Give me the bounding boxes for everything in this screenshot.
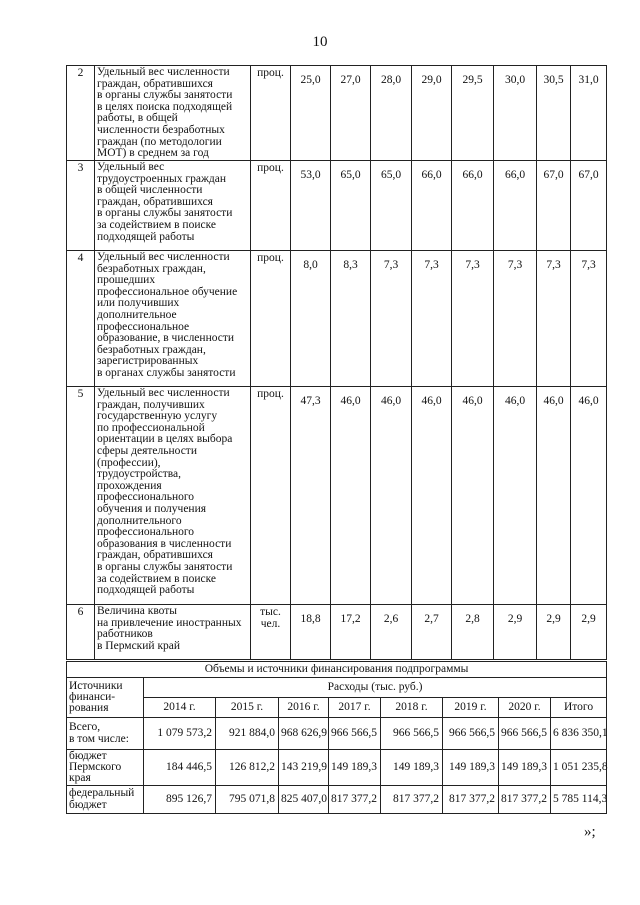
indicator-name-line: за содействием в поиске bbox=[97, 572, 216, 585]
indicator-value: 7,3 bbox=[537, 251, 571, 387]
indicator-name-line: на привлечение иностранных bbox=[97, 616, 242, 629]
indicator-index: 2 bbox=[67, 66, 95, 161]
funding-source-line: Всего, bbox=[69, 721, 101, 734]
indicator-value: 67,0 bbox=[537, 161, 571, 251]
indicator-value: 2,9 bbox=[494, 605, 537, 660]
funding-title: Объемы и источники финансирования подпрограммы bbox=[67, 662, 607, 678]
indicator-value: 46,0 bbox=[412, 387, 452, 605]
indicator-name-line: обучения и получения bbox=[97, 502, 207, 515]
source-header bbox=[67, 678, 144, 718]
indicator-row bbox=[67, 605, 607, 660]
funding-value: 921 884,0 bbox=[216, 718, 279, 750]
indicator-name-line: в органы службы занятости bbox=[97, 560, 233, 573]
indicator-unit-line: проц. bbox=[257, 162, 284, 174]
funding-source-line: Пермского bbox=[69, 760, 122, 773]
indicator-name-line: сферы деятельности bbox=[97, 444, 197, 457]
indicator-name-line: работы, в общей bbox=[97, 112, 178, 125]
indicator-value: 7,3 bbox=[371, 251, 412, 387]
indicator-value: 46,0 bbox=[371, 387, 412, 605]
indicator-index: 3 bbox=[67, 161, 95, 251]
funding-value: 149 189,3 bbox=[381, 750, 443, 786]
indicator-unit-line: тыс. bbox=[260, 606, 281, 618]
indicator-name-line: Удельный вес численности bbox=[97, 251, 230, 263]
year-header: 2018 г. bbox=[381, 698, 443, 718]
indicator-name-line: граждан, обратившихся bbox=[97, 549, 213, 562]
indicator-row bbox=[67, 387, 607, 605]
indicator-name bbox=[95, 66, 251, 161]
indicator-name-line: граждан, обратившихся bbox=[97, 77, 213, 90]
funding-source bbox=[67, 750, 144, 786]
indicator-value: 2,8 bbox=[452, 605, 494, 660]
indicator-value: 7,3 bbox=[494, 251, 537, 387]
year-header: 2015 г. bbox=[216, 698, 279, 718]
indicator-name-line: Удельный вес численности bbox=[97, 66, 230, 78]
indicator-name bbox=[95, 387, 251, 605]
year-header: 2014 г. bbox=[144, 698, 216, 718]
funding-value: 795 071,8 bbox=[216, 786, 279, 814]
indicator-unit-line: проц. bbox=[257, 252, 284, 264]
indicator-unit bbox=[251, 161, 291, 251]
source-header-line: Источники bbox=[69, 679, 123, 692]
funding-value: 1 079 573,2 bbox=[144, 718, 216, 750]
indicator-value: 29,5 bbox=[452, 66, 494, 161]
funding-total: 6 836 350,1 bbox=[551, 718, 607, 750]
indicator-name-line: в Пермский край bbox=[97, 639, 181, 652]
funding-value: 966 566,5 bbox=[499, 718, 551, 750]
closing-mark: »; bbox=[584, 824, 596, 840]
indicator-name-line: МОТ) в среднем за год bbox=[97, 147, 209, 160]
indicator-value: 31,0 bbox=[571, 66, 607, 161]
indicator-index: 5 bbox=[67, 387, 95, 605]
indicator-value: 29,0 bbox=[412, 66, 452, 161]
indicator-name-line: Удельный вес численности bbox=[97, 387, 230, 399]
indicator-name-line: зарегистрированных bbox=[97, 355, 199, 368]
funding-source bbox=[67, 718, 144, 750]
indicator-name-line: Величина квоты bbox=[97, 605, 178, 617]
indicator-value: 7,3 bbox=[452, 251, 494, 387]
indicator-value: 46,0 bbox=[537, 387, 571, 605]
indicator-name bbox=[95, 251, 251, 387]
indicator-value: 8,3 bbox=[331, 251, 371, 387]
indicator-value: 66,0 bbox=[412, 161, 452, 251]
indicator-value: 8,0 bbox=[291, 251, 331, 387]
indicator-value: 28,0 bbox=[371, 66, 412, 161]
indicator-value: 2,9 bbox=[537, 605, 571, 660]
funding-value: 966 566,5 bbox=[329, 718, 381, 750]
source-header-line: финанси- bbox=[69, 690, 116, 703]
indicator-name-line: образования в численности bbox=[97, 537, 232, 550]
indicator-unit bbox=[251, 387, 291, 605]
funding-value: 817 377,2 bbox=[329, 786, 381, 814]
indicator-value: 65,0 bbox=[331, 161, 371, 251]
indicator-name-line: граждан, получивших bbox=[97, 398, 205, 411]
indicator-name bbox=[95, 161, 251, 251]
indicator-value: 2,6 bbox=[371, 605, 412, 660]
funding-value: 817 377,2 bbox=[499, 786, 551, 814]
total-header: Итого bbox=[551, 698, 607, 718]
year-header: 2016 г. bbox=[279, 698, 329, 718]
indicator-name-line: трудоустроенных граждан bbox=[97, 172, 227, 185]
indicator-value: 46,0 bbox=[571, 387, 607, 605]
funding-row bbox=[67, 750, 607, 786]
indicator-name-line: безработных граждан, bbox=[97, 343, 206, 356]
funding-value: 149 189,3 bbox=[443, 750, 499, 786]
funding-value: 149 189,3 bbox=[329, 750, 381, 786]
indicator-value: 53,0 bbox=[291, 161, 331, 251]
funding-source-line: федеральный bbox=[69, 787, 135, 800]
year-header: 2020 г. bbox=[499, 698, 551, 718]
indicator-name-line: численности безработных bbox=[97, 123, 225, 136]
funding-value: 968 626,9 bbox=[279, 718, 329, 750]
indicator-value: 7,3 bbox=[571, 251, 607, 387]
indicator-name-line: подходящей работы bbox=[97, 230, 195, 243]
funding-value: 126 812,2 bbox=[216, 750, 279, 786]
indicator-unit bbox=[251, 605, 291, 660]
indicator-name-line: прошедших bbox=[97, 274, 156, 287]
indicator-name-line: профессионального bbox=[97, 526, 195, 539]
indicator-index: 4 bbox=[67, 251, 95, 387]
indicator-name-line: подходящей работы bbox=[97, 584, 195, 597]
indicator-unit-line: проц. bbox=[257, 388, 284, 400]
indicator-value: 2,9 bbox=[571, 605, 607, 660]
indicator-name-line: работников bbox=[97, 628, 153, 641]
indicator-name-line: профессиональное обучение bbox=[97, 285, 238, 298]
indicator-index: 6 bbox=[67, 605, 95, 660]
indicator-value: 65,0 bbox=[371, 161, 412, 251]
funding-total: 1 051 235,8 bbox=[551, 750, 607, 786]
indicator-name-line: ориентации в целях выбора bbox=[97, 433, 233, 446]
indicator-name-line: дополнительное bbox=[97, 308, 177, 321]
indicator-name-line: дополнительного bbox=[97, 514, 182, 527]
indicator-row bbox=[67, 251, 607, 387]
indicator-name-line: в целях поиска подходящей bbox=[97, 100, 233, 113]
funding-value: 895 126,7 bbox=[144, 786, 216, 814]
indicator-name-line: государственную услугу bbox=[97, 410, 218, 423]
funding-table bbox=[66, 661, 607, 814]
indicator-unit-line: проц. bbox=[257, 67, 284, 79]
indicator-name-line: по профессиональной bbox=[97, 421, 205, 434]
indicator-value: 66,0 bbox=[452, 161, 494, 251]
indicators-table bbox=[66, 65, 607, 660]
indicator-value: 47,3 bbox=[291, 387, 331, 605]
expenses-header: Расходы (тыс. руб.) bbox=[144, 678, 607, 698]
indicator-unit bbox=[251, 66, 291, 161]
indicator-name-line: в органах службы занятости bbox=[97, 366, 236, 379]
indicator-name-line: в общей численности bbox=[97, 184, 203, 197]
funding-value: 825 407,0 bbox=[279, 786, 329, 814]
indicator-value: 27,0 bbox=[331, 66, 371, 161]
source-header-line: рования bbox=[69, 702, 109, 715]
indicator-row bbox=[67, 161, 607, 251]
indicator-name-line: (профессии), bbox=[97, 456, 161, 469]
funding-row bbox=[67, 786, 607, 814]
indicator-name-line: граждан (по методологии bbox=[97, 135, 222, 148]
indicator-name-line: в органы службы занятости bbox=[97, 89, 233, 102]
indicator-name-line: профессионального bbox=[97, 491, 195, 504]
indicator-value: 25,0 bbox=[291, 66, 331, 161]
year-header: 2019 г. bbox=[443, 698, 499, 718]
indicator-name-line: в органы службы занятости bbox=[97, 207, 233, 220]
year-header: 2017 г. bbox=[329, 698, 381, 718]
indicator-value: 2,7 bbox=[412, 605, 452, 660]
funding-row bbox=[67, 718, 607, 750]
page-number: 10 bbox=[312, 34, 328, 50]
indicator-value: 17,2 bbox=[331, 605, 371, 660]
funding-value: 817 377,2 bbox=[443, 786, 499, 814]
indicator-name-line: Удельный вес bbox=[97, 161, 165, 173]
indicator-value: 66,0 bbox=[494, 161, 537, 251]
indicator-name-line: за содействием в поиске bbox=[97, 218, 216, 231]
indicator-value: 67,0 bbox=[571, 161, 607, 251]
indicator-value: 7,3 bbox=[412, 251, 452, 387]
indicator-value: 30,5 bbox=[537, 66, 571, 161]
funding-total: 5 785 114,3 bbox=[551, 786, 607, 814]
indicator-name-line: безработных граждан, bbox=[97, 262, 206, 275]
indicator-row bbox=[67, 66, 607, 161]
indicator-name-line: граждан, обратившихся bbox=[97, 195, 213, 208]
funding-value: 966 566,5 bbox=[443, 718, 499, 750]
indicator-value: 18,8 bbox=[291, 605, 331, 660]
indicator-name-line: образование, в численности bbox=[97, 332, 235, 345]
indicator-name-line: трудоустройства, bbox=[97, 468, 182, 481]
funding-value: 817 377,2 bbox=[381, 786, 443, 814]
indicator-name-line: профессиональное bbox=[97, 320, 190, 333]
indicator-name bbox=[95, 605, 251, 660]
indicator-value: 46,0 bbox=[452, 387, 494, 605]
funding-value: 143 219,9 bbox=[279, 750, 329, 786]
funding-value: 966 566,5 bbox=[381, 718, 443, 750]
indicator-unit-line: чел. bbox=[260, 617, 281, 630]
funding-source-line: края bbox=[69, 772, 91, 785]
indicator-name-line: прохождения bbox=[97, 479, 162, 492]
funding-source bbox=[67, 786, 144, 814]
funding-value: 149 189,3 bbox=[499, 750, 551, 786]
indicator-value: 30,0 bbox=[494, 66, 537, 161]
funding-source-line: в том числе: bbox=[69, 732, 129, 745]
funding-source-line: бюджет bbox=[69, 798, 107, 811]
indicator-unit bbox=[251, 251, 291, 387]
indicator-value: 46,0 bbox=[494, 387, 537, 605]
funding-value: 184 446,5 bbox=[144, 750, 216, 786]
indicator-name-line: или получивших bbox=[97, 297, 180, 310]
funding-source-line: бюджет bbox=[69, 749, 107, 762]
indicator-value: 46,0 bbox=[331, 387, 371, 605]
